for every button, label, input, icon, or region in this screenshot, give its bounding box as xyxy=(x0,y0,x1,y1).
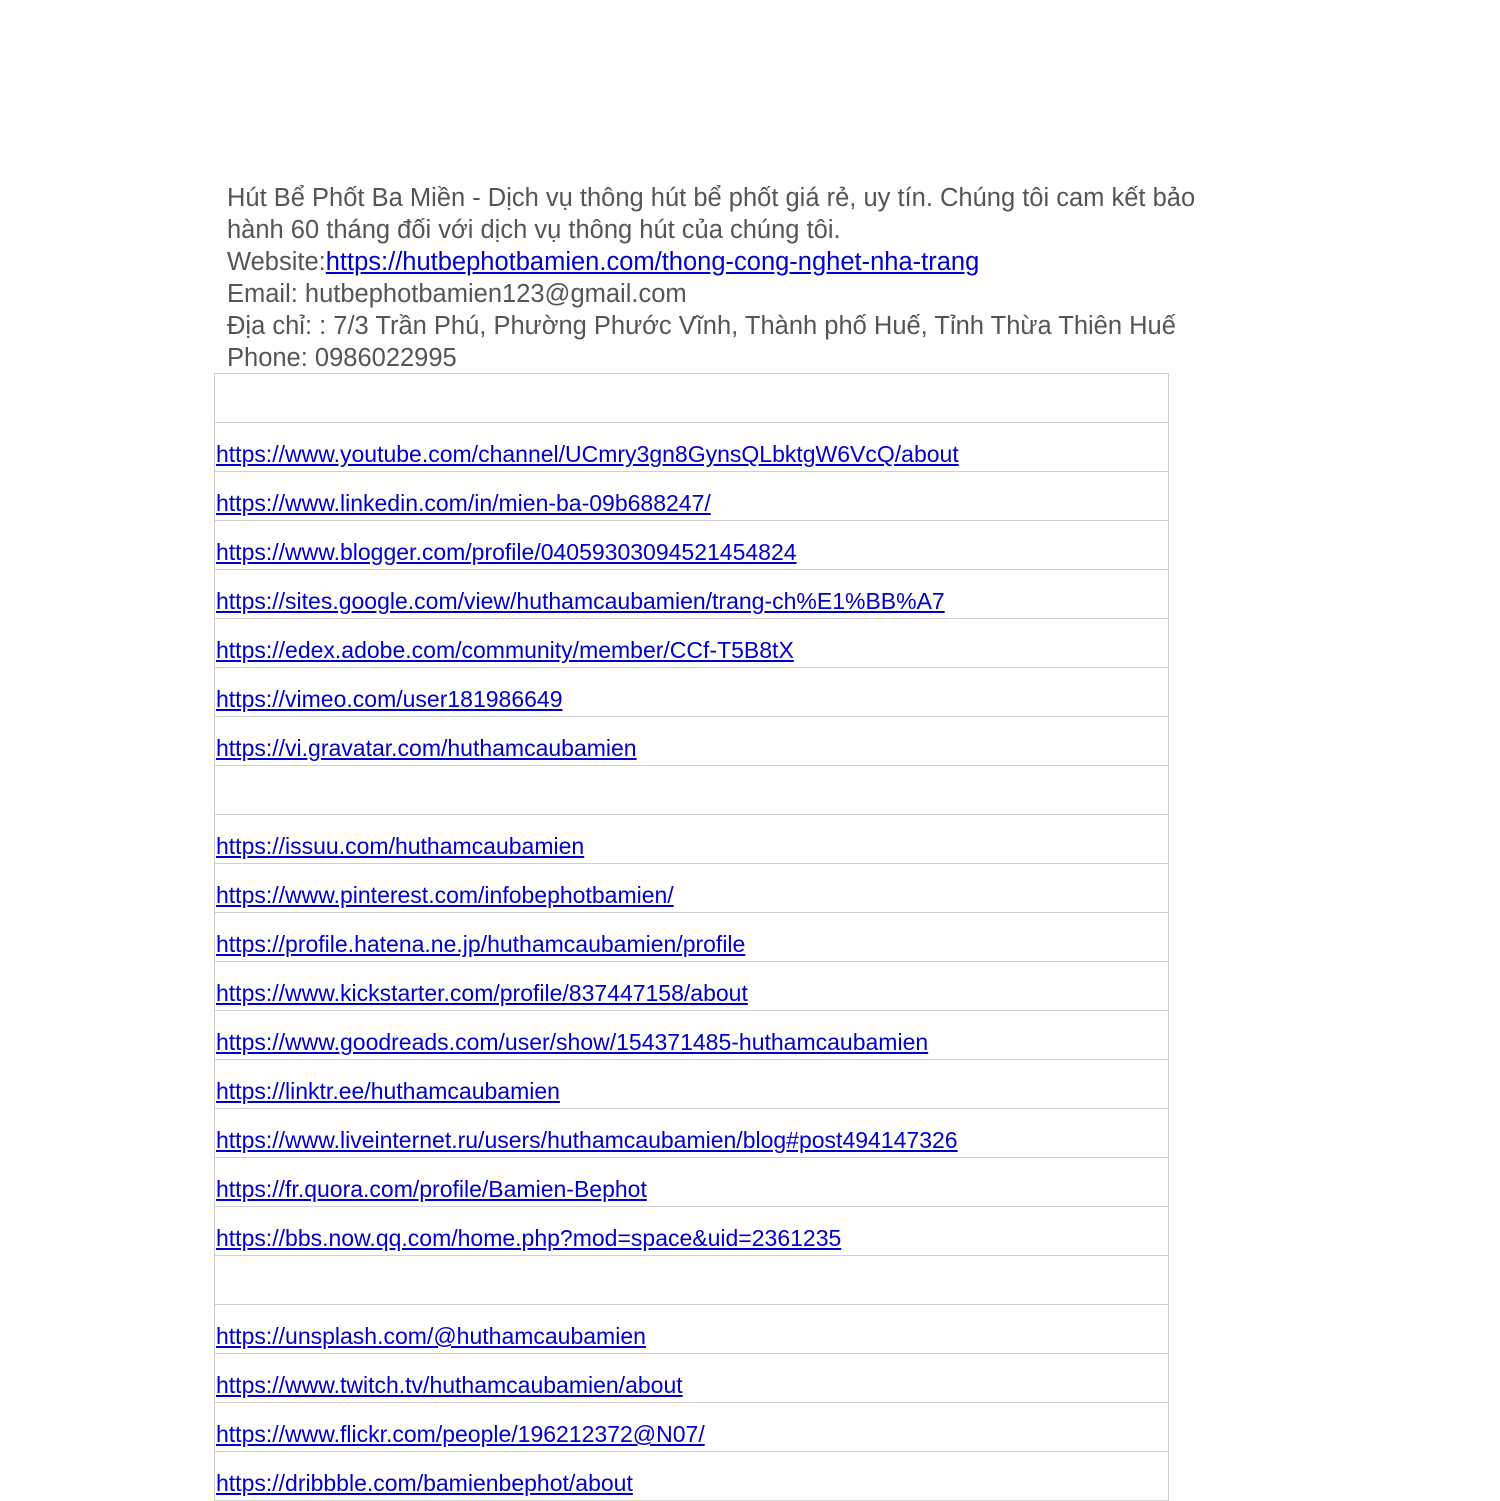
profile-link[interactable]: https://vi.gravatar.com/huthamcaubamien xyxy=(216,735,637,761)
table-row xyxy=(215,962,1169,1011)
profile-link[interactable]: https://dribbble.com/bamienbephot/about xyxy=(216,1470,633,1496)
table-row xyxy=(215,1207,1169,1256)
links-table-body xyxy=(215,374,1169,1501)
profile-link[interactable]: https://www.youtube.com/channel/UCmry3gn8GynsQLbktgW6VcQ/about xyxy=(216,441,959,467)
phone-line: Phone: 0986022995 xyxy=(227,344,457,372)
link-cell xyxy=(215,668,1169,717)
table-row xyxy=(215,521,1169,570)
link-cell xyxy=(215,1011,1169,1060)
link-cell xyxy=(215,766,1169,815)
link-cell xyxy=(215,1256,1169,1305)
table-row xyxy=(215,815,1169,864)
table-row xyxy=(215,570,1169,619)
address-line: Địa chỉ: : 7/3 Trần Phú, Phường Phước Vĩnh, Thành phố Huế, Tỉnh Thừa Thiên Huế xyxy=(227,312,1176,340)
table-row xyxy=(215,1158,1169,1207)
table-row xyxy=(215,1305,1169,1354)
table-row xyxy=(215,717,1169,766)
link-cell xyxy=(215,962,1169,1011)
profile-link[interactable]: https://edex.adobe.com/community/member/CCf-T5B8tX xyxy=(216,637,794,663)
link-cell xyxy=(215,1158,1169,1207)
profile-link[interactable]: https://www.liveinternet.ru/users/huthamcaubamien/blog#post494147326 xyxy=(216,1127,958,1153)
table-row xyxy=(215,374,1169,423)
link-cell xyxy=(215,717,1169,766)
profile-link[interactable]: https://sites.google.com/view/huthamcaubamien/trang-ch%E1%BB%A7 xyxy=(216,588,945,614)
links-table xyxy=(214,373,1169,1501)
table-row xyxy=(215,619,1169,668)
table-row xyxy=(215,1011,1169,1060)
link-cell xyxy=(215,472,1169,521)
table-row xyxy=(215,1060,1169,1109)
profile-link[interactable]: https://unsplash.com/@huthamcaubamien xyxy=(216,1323,646,1349)
link-cell xyxy=(215,374,1169,423)
table-row xyxy=(215,864,1169,913)
link-cell xyxy=(215,521,1169,570)
table-row xyxy=(215,1109,1169,1158)
profile-link[interactable]: https://linktr.ee/huthamcaubamien xyxy=(216,1078,560,1104)
link-cell xyxy=(215,864,1169,913)
table-row xyxy=(215,423,1169,472)
table-row xyxy=(215,1256,1169,1305)
profile-link[interactable]: https://www.pinterest.com/infobephotbamien/ xyxy=(216,882,674,908)
link-cell xyxy=(215,619,1169,668)
profile-link[interactable]: https://vimeo.com/user181986649 xyxy=(216,686,563,712)
profile-link[interactable]: https://www.linkedin.com/in/mien-ba-09b688247/ xyxy=(216,490,711,516)
table-row xyxy=(215,1403,1169,1452)
profile-link[interactable]: https://www.kickstarter.com/profile/837447158/about xyxy=(216,980,748,1006)
table-row xyxy=(215,668,1169,717)
intro-block xyxy=(227,182,1287,374)
website-link[interactable]: https://hutbephotbamien.com/thong-cong-nghet-nha-trang xyxy=(325,248,980,276)
service-description: Hút Bể Phốt Ba Miền - Dịch vụ thông hút bể phốt giá rẻ, uy tín. Chúng tôi cam kết bảo hành 60 tháng đối với dịch vụ thông hút của chúng tôi. xyxy=(227,184,1196,244)
link-cell xyxy=(215,1305,1169,1354)
link-cell xyxy=(215,815,1169,864)
website-label: Website: xyxy=(227,248,326,276)
profile-link[interactable]: https://www.flickr.com/people/196212372@N07/ xyxy=(216,1421,705,1447)
table-row xyxy=(215,766,1169,815)
profile-link[interactable]: https://www.blogger.com/profile/04059303094521454824 xyxy=(216,539,797,565)
profile-link[interactable]: https://fr.quora.com/profile/Bamien-Bephot xyxy=(216,1176,647,1202)
link-cell xyxy=(215,570,1169,619)
profile-link[interactable]: https://www.twitch.tv/huthamcaubamien/about xyxy=(216,1372,683,1398)
table-row xyxy=(215,472,1169,521)
profile-link[interactable]: https://www.goodreads.com/user/show/154371485-huthamcaubamien xyxy=(216,1029,929,1055)
link-cell xyxy=(215,1403,1169,1452)
link-cell xyxy=(215,1109,1169,1158)
link-cell xyxy=(215,913,1169,962)
table-row xyxy=(215,1354,1169,1403)
website-line xyxy=(227,246,1287,278)
link-cell xyxy=(215,1452,1169,1501)
link-cell xyxy=(215,1207,1169,1256)
table-row xyxy=(215,913,1169,962)
link-cell xyxy=(215,1354,1169,1403)
profile-link[interactable]: https://bbs.now.qq.com/home.php?mod=space&uid=2361235 xyxy=(216,1225,842,1251)
email-line: Email: hutbephotbamien123@gmail.com xyxy=(227,280,687,308)
profile-link[interactable]: https://issuu.com/huthamcaubamien xyxy=(216,833,585,859)
link-cell xyxy=(215,423,1169,472)
table-row xyxy=(215,1452,1169,1501)
profile-link[interactable]: https://profile.hatena.ne.jp/huthamcaubamien/profile xyxy=(216,931,746,957)
link-cell xyxy=(215,1060,1169,1109)
